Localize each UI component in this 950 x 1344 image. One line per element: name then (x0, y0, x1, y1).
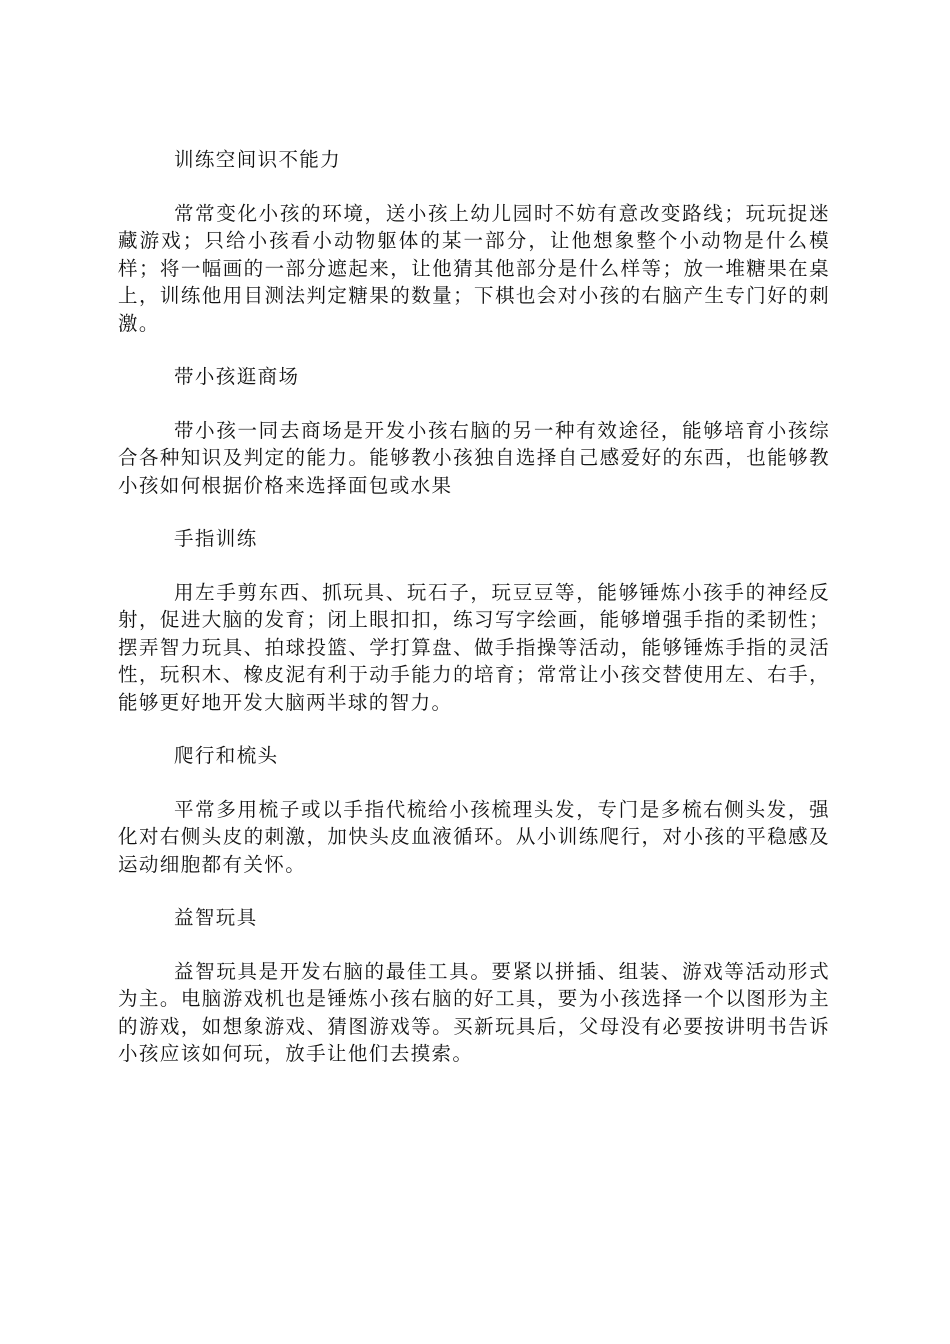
section-heading-toys: 益智玩具 (174, 906, 258, 929)
section-heading-crawl-comb: 爬行和梳头 (174, 744, 279, 767)
section-body-finger: 用左手剪东西、抓玩具、玩石子，玩豆豆等，能够锤炼小孩手的神经反射，促进大脑的发育；闭上眼扣扣，练习写字绘画，能够增强手指的柔韧性；摆弄智力玩具、拍球投篮、学打算盘、做手指操等活动，能够锤炼手指的灵活性，玩积木、橡皮泥有利于动手能力的培育；常常让小孩交替使用左、右手，能够更好地开发大脑两半球的智力。 (118, 580, 830, 714)
section-heading-mall: 带小孩逛商场 (174, 365, 300, 388)
section-heading-finger: 手指训练 (174, 527, 258, 550)
section-heading-spatial: 训练空间识不能力 (174, 148, 342, 171)
section-body-mall: 带小孩一同去商场是开发小孩右脑的另一种有效途径，能够培育小孩综合各种知识及判定的能力。能够教小孩独自选择自己感爱好的东西，也能够教小孩如何根据价格来选择面包或水果 (118, 418, 830, 497)
section-body-spatial: 常常变化小孩的环境，送小孩上幼儿园时不妨有意改变路线；玩玩捉迷藏游戏；只给小孩看小动物躯体的某一部分，让他想象整个小动物是什么模样；将一幅画的一部分遮起来，让他猜其他部分是什么样等；放一堆糖果在桌上，训练他用目测法判定糖果的数量；下棋也会对小孩的右脑产生专门好的刺激。 (118, 201, 830, 335)
section-body-crawl-comb: 平常多用梳子或以手指代梳给小孩梳理头发，专门是多梳右侧头发，强化对右侧头皮的刺激，加快头皮血液循环。从小训练爬行，对小孩的平稳感及运动细胞都有关怀。 (118, 797, 830, 876)
document-body (118, 146, 830, 1068)
section-body-toys: 益智玩具是开发右脑的最佳工具。要紧以拼插、组装、游戏等活动形式为主。电脑游戏机也是锤炼小孩右脑的好工具，要为小孩选择一个以图形为主的游戏，如想象游戏、猜图游戏等。买新玩具后，父母没有必要按讲明书告诉小孩应该如何玩，放手让他们去摸索。 (118, 959, 830, 1065)
